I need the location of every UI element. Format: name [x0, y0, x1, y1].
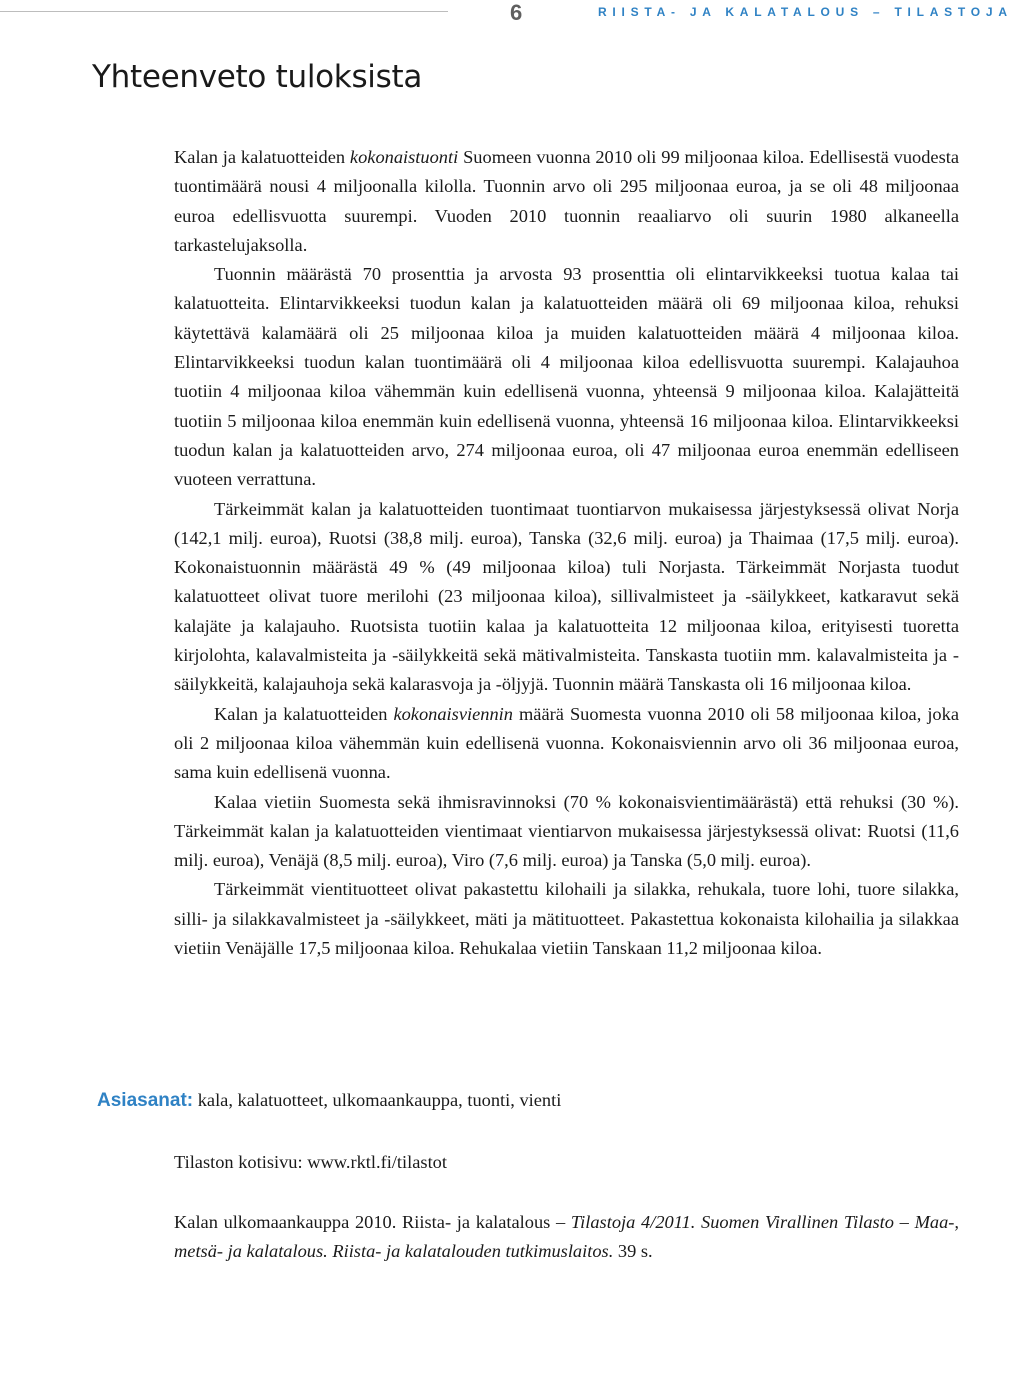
keywords — [97, 1090, 937, 1112]
page-title: Yhteenveto tuloksista — [92, 59, 423, 95]
citation — [174, 1208, 959, 1267]
paragraph-export-products: Tärkeimmät vientituotteet olivat pakastettu kilohaili ja silakka, rehukala, tuore lohi, tuore silakka, silli- ja silakkavalmisteet ja -säilykkeet, mäti ja mätituotteet. Pakastettua kokonaista kilohailia ja silakkaa vietiin Venäjälle 17,5 miljoonaa kiloa. Rehukalaa vietiin Tanskaan 11,2 miljoonaa kiloa. — [174, 879, 959, 959]
paragraph-text: määrä Suomesta vuonna 2010 oli 58 miljoonaa kiloa, joka oli 2 miljoonaa kiloa vähemmän kuin edellisenä vuonna. Kokonaisviennin arvo oli 36 miljoonaa euroa, sama kuin edellisenä vuonna. — [174, 703, 959, 783]
keywords-value: kala, kalatuotteet, ulkomaankauppa, tuonti, vienti — [197, 1090, 562, 1110]
paragraph-text: Suomeen vuonna 2010 oli 99 miljoonaa kiloa. Edellisestä vuodesta tuontimäärä nousi 4 miljoonalla kilolla. Tuonnin arvo oli 295 miljoonaa euroa, ja se oli 48 miljoonaa euroa edellisvuotta suurempi. Vuoden 2010 tuonnin reaaliarvo oli suurin 1980 alkaneella tarkastelujaksolla. — [174, 147, 959, 255]
paragraph-import-countries: Tärkeimmät kalan ja kalatuotteiden tuontimaat tuontiarvon mukaisessa järjestyksessä olivat Norja (142,1 milj. euroa), Ruotsi (38,8 milj. euroa), Tanska (32,6 milj. euroa) ja Thaimaa (17,5 milj. euroa). Kokonaistuonnin määrästä 49 % (49 miljoonaa kiloa) tuli Norjasta. Tärkeimmät Norjasta tuodut kalatuotteet olivat tuore merilohi (23 miljoonaa kiloa), sillivalmisteet ja -säilykkeet, katkaravut sekä kalajäte ja kalajauho. Ruotsista tuotiin kalaa ja kalatuotteita 12 miljoonaa kiloa, erityisesti tuoretta kirjolohta, kalavalmisteita ja -säilykkeitä sekä mätivalmisteita. Tanskasta tuotiin mm. kalavalmisteita ja -säilykkeitä, kalajauhoja sekä kalarasvoja ja -öljyjä. Tuonnin määrä Tanskasta oli 16 miljoonaa kiloa. — [174, 498, 959, 695]
paragraph-import-total — [174, 143, 959, 260]
summary-body — [174, 143, 959, 963]
paragraph-export-countries: Kalaa vietiin Suomesta sekä ihmisravinnoksi (70 % kokonaisvientimäärästä) että rehuksi (30 %). Tärkeimmät kalan ja kalatuotteiden vientimaat vientiarvon mukaisessa järjestyksessä olivat: Ruotsi (11,6 milj. euroa), Venäjä (8,5 milj. euroa), Viro (7,6 milj. euroa) ja Tanska (5,0 milj. euroa). — [174, 791, 959, 871]
emphasis-term: kokonaisviennin — [393, 703, 513, 724]
emphasis-term: kokonaistuonti — [349, 147, 459, 167]
paragraph-text: Kalan ja kalatuotteiden — [214, 703, 394, 724]
keywords-label: Asiasanat: — [97, 1090, 194, 1111]
paragraph-text: Kalan ja kalatuotteiden — [174, 147, 350, 167]
statistics-homepage: Tilaston kotisivu: www.rktl.fi/tilastot — [174, 1152, 447, 1172]
header-rule — [0, 11, 448, 12]
citation-series: Tilastoja 4/2011. Suomen Virallinen Tilasto – Maa-, metsä- ja kalatalous. Riista- ja kalatalouden tutkimuslaitos. — [174, 1212, 960, 1262]
page-number: 6 — [510, 0, 523, 25]
paragraph-export-total — [174, 700, 959, 788]
citation-text: Kalan ulkomaankauppa 2010. Riista- ja kalatalous – — [174, 1212, 571, 1232]
running-header: RIISTA- JA KALATALOUS – TILASTOJA — [598, 5, 1013, 19]
paragraph-import-food: Tuonnin määrästä 70 prosenttia ja arvosta 93 prosenttia oli elintarvikkeeksi tuotua kalaa tai kalatuotteita. Elintarvikkeeksi tuodun kalan ja kalatuotteiden määrä oli 69 miljoonaa kiloa, rehuksi käytettävä kalamäärä oli 25 miljoonaa kiloa ja muiden kalatuotteiden määrä 4 miljoonaa kiloa. Elintarvikkeeksi tuodun kalan tuontimäärä oli 4 miljoonaa kiloa edellisvuotta suurempi. Kalajauhoa tuotiin 4 miljoonaa kiloa vähemmän kuin edellisenä vuonna, yhteensä 9 miljoonaa kiloa. Kalajätteitä tuotiin 5 miljoonaa kiloa enemmän kuin edellisenä vuonna, yhteensä 16 miljoonaa kiloa. Elintarvikkeeksi tuodun kalan ja kalatuotteiden arvo, 274 miljoonaa euroa, oli 47 miljoonaa euroa enemmän edelliseen vuoteen verrattuna. — [174, 264, 959, 490]
citation-pages: 39 s. — [613, 1241, 653, 1262]
